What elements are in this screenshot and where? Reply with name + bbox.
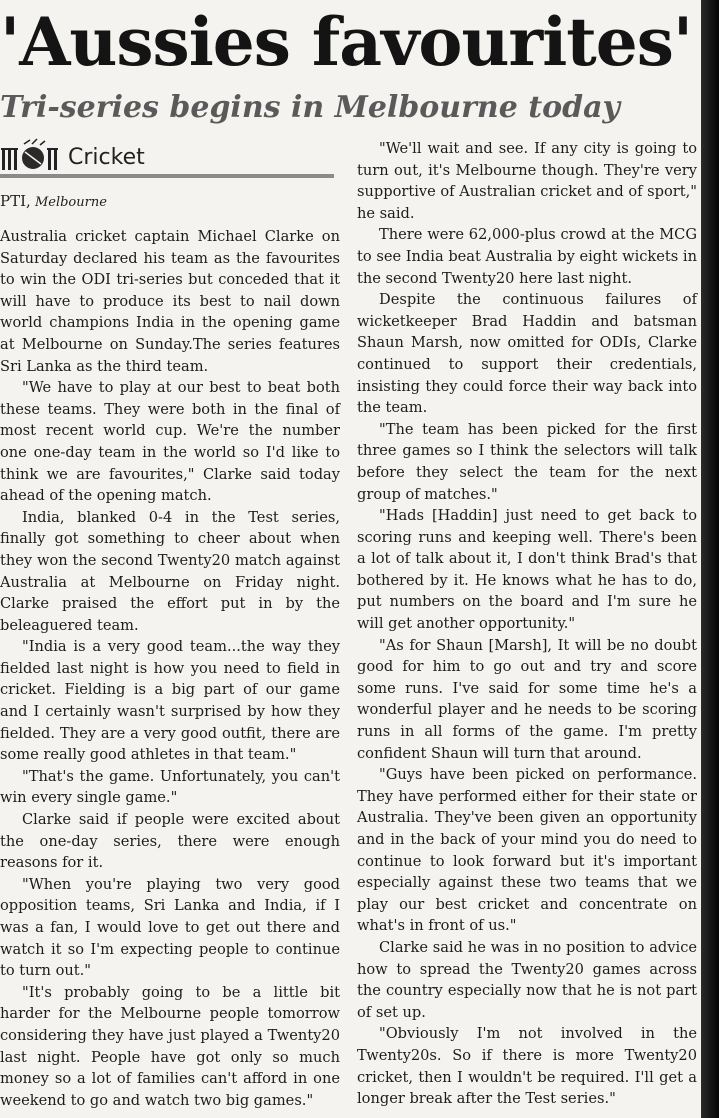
- byline-location: Melbourne: [34, 195, 107, 210]
- paragraph: There were 62,000-plus crowd at the MCG to see India beat Australia by eight wickets in the second Twenty20 here last night.: [357, 226, 697, 287]
- paragraph: "India is a very good team...the way they fielded last night is how you need to field in cricket. Fielding is a big part of our game and I certainly wasn't surprised by how they fielded. They are a very good outfit, there are some really good athletes in that team.": [0, 638, 340, 764]
- paragraph: "We'll wait and see. If any city is going to turn out, it's Melbourne though. They're very supportive of Australian cricket and of sport," he said.: [357, 140, 697, 222]
- paragraph: "We have to play at our best to beat both these teams. They were both in the final of most recent world cup. We're the number one one-day team in the world so I'd like to think we are favourites," Clarke said today ahead of the opening match.: [0, 379, 340, 505]
- paragraph: "That's the game. Unfortunately, you can't win every single game.": [0, 767, 340, 807]
- paragraph: "Hads [Haddin] just need to get back to scoring runs and keeping well. There's been a lot of talk about it, I don't think Brad's that bothered by it. He knows what he has to do, put numbers on the board and I'm sure he will get another opportunity.": [357, 507, 697, 633]
- paragraph: "It's probably going to be a little bit harder for the Melbourne people tomorrow considering they have just played a Twenty20 last night. People have got only so much money so a lot of families can't afford in one weekend to go and watch two big games.": [0, 983, 340, 1109]
- subheadline: Tri-series begins in Melbourne today: [0, 90, 620, 125]
- cricket-ball-stumps-icon: [0, 138, 64, 172]
- paragraph: Australia cricket captain Michael Clarke on Saturday declared his team as the favourites to win the ODI tri-series but conceded that it will have to produce its best to nail down world champions India in the opening game at Melbourne on Sunday.The series features Sri Lanka as the third team.: [0, 228, 340, 375]
- page-edge-shadow: [701, 0, 719, 1118]
- article-column-right: [357, 138, 697, 1110]
- section-rule: [0, 174, 334, 178]
- paragraph: "The team has been picked for the first three games so I think the selectors will talk before they select the team for the next group of matches.": [357, 420, 697, 503]
- paragraph: "Guys have been picked on performance. They have performed either for their state or Australia. They've been given an opportunity and in the back of your mind you do need to continue to look forward but it's important especially against these two teams that we play our best cricket and concentrate on what's in front of us.": [357, 766, 697, 935]
- paragraph: "When you're playing two very good opposition teams, Sri Lanka and India, if I was a fan, I would love to get out there and watch it so I'm expecting people to continue to turn out.": [0, 875, 340, 980]
- paragraph: "Obviously I'm not involved in the Twenty20s. So if there is more Twenty20 cricket, then I wouldn't be required. I'll get a longer break after the Test series.": [357, 1025, 697, 1108]
- byline: [0, 190, 334, 214]
- section-label: Cricket: [68, 145, 145, 170]
- byline-agency: PTI,: [0, 192, 31, 210]
- paragraph: India, blanked 0-4 in the Test series, finally got something to cheer about when they won the second Twenty20 match against Australia at Melbourne on Friday night. Clarke praised the effort put in by the beleaguered team.: [0, 508, 340, 634]
- paragraph: Clarke said he was in no position to advice how to spread the Twenty20 games across the country especially now that he is not part of set up.: [357, 938, 697, 1021]
- paragraph: "As for Shaun [Marsh], It will be no doubt good for him to go out and try and score some runs. I've said for some time he's a wonderful player and he needs to be scoring runs in all forms of the game. I'm pretty confident Shaun will turn that around.: [357, 636, 697, 762]
- headline: 'Aussies favourites': [0, 3, 693, 81]
- article-column-left: [0, 226, 340, 1111]
- section-header: [0, 138, 334, 178]
- paragraph: Clarke said if people were excited about the one-day series, there were enough reasons for it.: [0, 811, 340, 872]
- paragraph: Despite the continuous failures of wicketkeeper Brad Haddin and batsman Shaun Marsh, now omitted for ODIs, Clarke continued to support their credentials, insisting they could force their way back into the team.: [357, 291, 697, 417]
